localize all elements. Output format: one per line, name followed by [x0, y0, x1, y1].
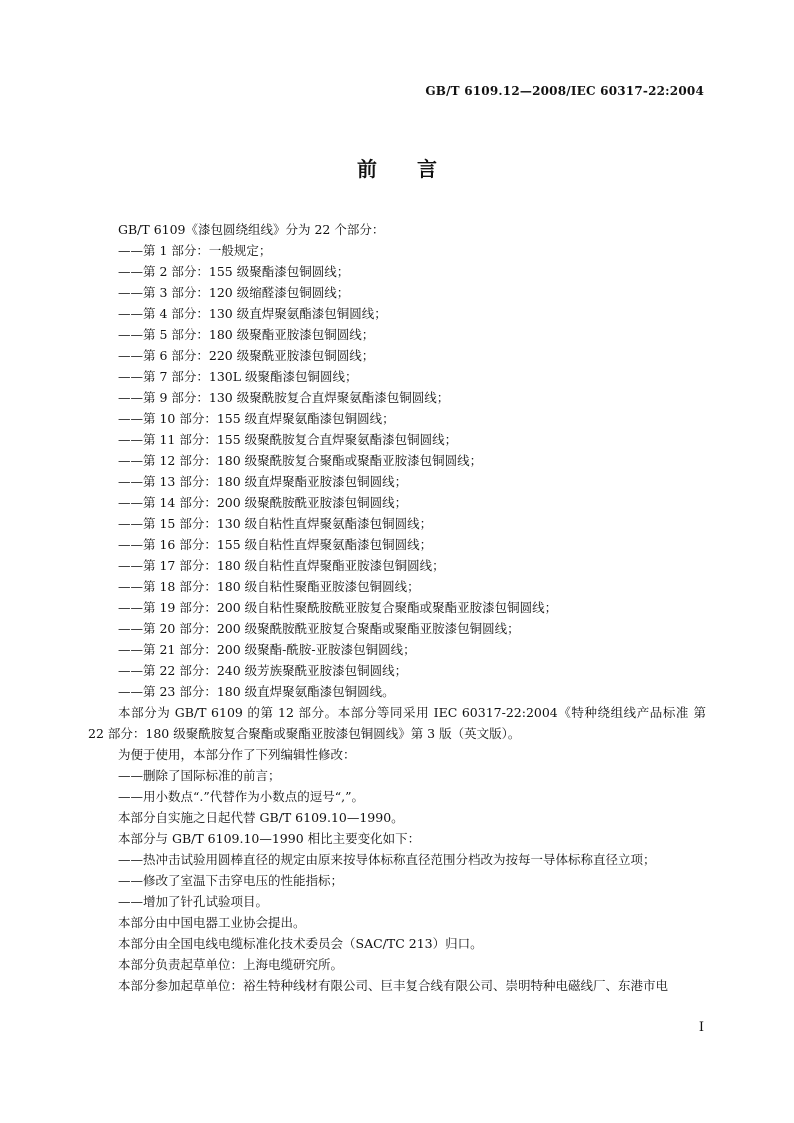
list-item: ——第 7 部分：130L 级聚酯漆包铜圆线； [118, 369, 358, 384]
list-item: ——第 4 部分：130 级直焊聚氨酯漆包铜圆线； [118, 306, 387, 321]
drafting-unit-paragraph: 本部分负责起草单位：上海电缆研究所。 [118, 957, 344, 972]
editorial-intro: 为便于使用，本部分作了下列编辑性修改： [118, 747, 356, 762]
list-item: ——用小数点“.”代替作为小数点的逗号“,”。 [118, 789, 365, 804]
list-item: ——第 10 部分：155 级直焊聚氨酯漆包铜圆线； [118, 411, 395, 426]
page-number: I [698, 1020, 704, 1035]
list-item: ——第 14 部分：200 级聚酰胺酰亚胺漆包铜圆线； [118, 495, 408, 510]
list-item: ——第 2 部分：155 级聚酯漆包铜圆线； [118, 264, 350, 279]
list-item: ——第 12 部分：180 级聚酰胺复合聚酯或聚酯亚胺漆包铜圆线； [118, 453, 483, 468]
equivalence-paragraph: 本部分为 GB/T 6109 的第 12 部分。本部分等同采用 IEC 60317-22:2004《特种绕组线产品标准 第 22 部分：180 级聚酰胺复合聚酯或聚酯亚胺漆包铜圆线》第 3 版（英文版）。 [88, 705, 706, 741]
list-item: ——第 13 部分：180 级直焊聚酯亚胺漆包铜圆线； [118, 474, 408, 489]
list-item: ——增加了针孔试验项目。 [118, 894, 269, 909]
list-item: ——第 5 部分：180 级聚酯亚胺漆包铜圆线； [118, 327, 375, 342]
intro-paragraph: GB/T 6109《漆包圆绕组线》分为 22 个部分： [118, 222, 385, 237]
centralized-by-paragraph: 本部分由全国电线电缆标准化技术委员会（SAC/TC 213）归口。 [118, 936, 483, 951]
list-item: ——第 22 部分：240 级芳族聚酰亚胺漆包铜圆线； [118, 663, 408, 678]
list-item: ——第 21 部分：200 级聚酯-酰胺-亚胺漆包铜圆线； [118, 642, 416, 657]
list-item: ——第 6 部分：220 级聚酰亚胺漆包铜圆线； [118, 348, 375, 363]
list-item: ——修改了室温下击穿电压的性能指标； [118, 873, 344, 888]
list-item: ——删除了国际标准的前言； [118, 768, 281, 783]
list-item: ——第 20 部分：200 级聚酰胺酰亚胺复合聚酯或聚酯亚胺漆包铜圆线； [118, 621, 520, 636]
list-item: ——第 18 部分：180 级自粘性聚酯亚胺漆包铜圆线； [118, 579, 420, 594]
list-item: ——第 11 部分：155 级聚酰胺复合直焊聚氨酯漆包铜圆线； [118, 432, 458, 447]
participating-units-paragraph: 本部分参加起草单位：裕生特种线材有限公司、巨丰复合线有限公司、崇明特种电磁线厂、东港市电 [118, 978, 669, 993]
foreword-body [88, 219, 706, 996]
changes-intro: 本部分与 GB/T 6109.10—1990 相比主要变化如下： [118, 831, 421, 846]
list-item: ——第 3 部分：120 级缩醛漆包铜圆线； [118, 285, 350, 300]
standard-code-header: GB/T 6109.12—2008/IEC 60317-22:2004 [425, 84, 704, 98]
proposed-by-paragraph: 本部分由中国电器工业协会提出。 [118, 915, 306, 930]
list-item: ——第 17 部分：180 级自粘性直焊聚酯亚胺漆包铜圆线； [118, 558, 445, 573]
list-item: ——第 1 部分：一般规定； [118, 243, 272, 258]
parts-list [88, 240, 706, 702]
page-title: 前言 [357, 157, 477, 181]
replaces-paragraph: 本部分自实施之日起代替 GB/T 6109.10—1990。 [118, 810, 404, 825]
list-item: ——第 15 部分：130 级自粘性直焊聚氨酯漆包铜圆线； [118, 516, 433, 531]
list-item: ——第 19 部分：200 级自粘性聚酰胺酰亚胺复合聚酯或聚酯亚胺漆包铜圆线； [118, 600, 558, 615]
list-item: ——第 23 部分：180 级直焊聚氨酯漆包铜圆线。 [118, 684, 395, 699]
list-item: ——第 9 部分：130 级聚酰胺复合直焊聚氨酯漆包铜圆线； [118, 390, 450, 405]
list-item: ——第 16 部分：155 级自粘性直焊聚氨酯漆包铜圆线； [118, 537, 433, 552]
list-item: ——热冲击试验用圆棒直径的规定由原来按导体标称直径范围分档改为按每一导体标称直径立项； [118, 852, 656, 867]
